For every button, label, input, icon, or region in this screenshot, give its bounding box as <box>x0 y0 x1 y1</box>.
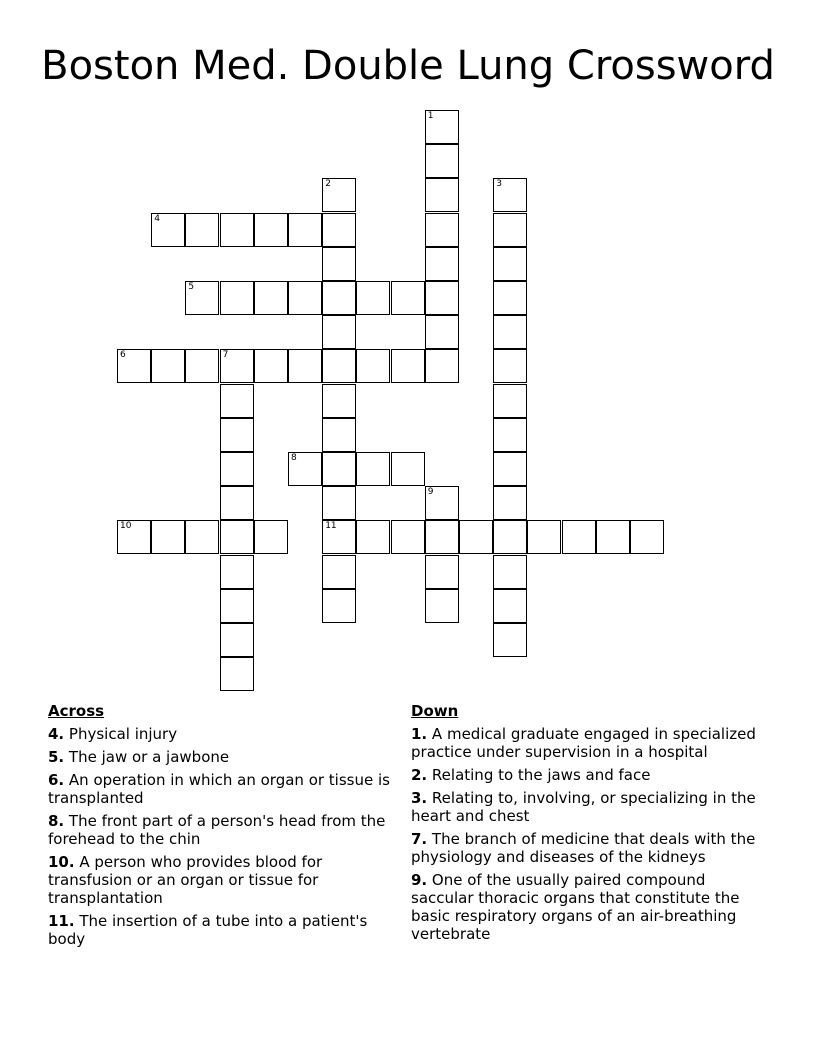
clue-down-3: 3. Relating to, involving, or specializing in the heart and chest <box>411 789 756 825</box>
crossword-cell[interactable] <box>425 589 459 623</box>
down-clues <box>411 701 771 948</box>
crossword-cell[interactable] <box>151 213 185 247</box>
crossword-cell[interactable] <box>220 589 254 623</box>
clue-number: 9 <box>427 487 434 498</box>
crossword-cell[interactable] <box>459 520 493 554</box>
crossword-cell[interactable] <box>493 178 527 212</box>
crossword-cell[interactable] <box>220 349 254 383</box>
crossword-cell[interactable] <box>425 213 459 247</box>
crossword-cell[interactable] <box>220 657 254 691</box>
crossword-cell[interactable] <box>220 486 254 520</box>
clue-down-2: 2. Relating to the jaws and face <box>411 766 651 784</box>
crossword-cell[interactable] <box>322 247 356 281</box>
crossword-cell[interactable] <box>493 555 527 589</box>
crossword-cell[interactable] <box>356 452 390 486</box>
crossword-cell[interactable] <box>493 623 527 657</box>
crossword-cell[interactable] <box>493 384 527 418</box>
crossword-cell[interactable] <box>254 213 288 247</box>
crossword-cell[interactable] <box>322 418 356 452</box>
crossword-cell[interactable] <box>425 178 459 212</box>
crossword-cell[interactable] <box>493 281 527 315</box>
crossword-cell[interactable] <box>391 520 425 554</box>
crossword-cell[interactable] <box>322 452 356 486</box>
crossword-cell[interactable] <box>425 247 459 281</box>
crossword-cell[interactable] <box>220 623 254 657</box>
crossword-cell[interactable] <box>322 281 356 315</box>
crossword-cell[interactable] <box>220 213 254 247</box>
clue-across-11: 11. The insertion of a tube into a patient's body <box>48 912 368 948</box>
crossword-cell[interactable] <box>288 349 322 383</box>
crossword-cell[interactable] <box>322 178 356 212</box>
crossword-cell[interactable] <box>151 520 185 554</box>
crossword-cell[interactable] <box>596 520 630 554</box>
crossword-cell[interactable] <box>185 281 219 315</box>
crossword-cell[interactable] <box>254 520 288 554</box>
clue-number: 6 <box>120 350 126 361</box>
clue-number: 11 <box>325 521 337 532</box>
clue-across-5: 5. The jaw or a jawbone <box>48 748 230 766</box>
clue-number: 10 <box>120 521 132 532</box>
crossword-cell[interactable] <box>493 486 527 520</box>
crossword-cell[interactable] <box>391 281 425 315</box>
crossword-cell[interactable] <box>425 486 459 520</box>
crossword-cell[interactable] <box>117 520 151 554</box>
clue-across-4: 4. Physical injury <box>48 725 178 743</box>
crossword-cell[interactable] <box>493 418 527 452</box>
across-heading: Across <box>48 702 105 720</box>
crossword-cell[interactable] <box>220 520 254 554</box>
crossword-cell[interactable] <box>220 555 254 589</box>
clue-number: 4 <box>154 213 160 224</box>
clue-number: 8 <box>291 453 297 463</box>
crossword-cell[interactable] <box>391 452 425 486</box>
crossword-cell[interactable] <box>356 281 390 315</box>
crossword-cell[interactable] <box>493 589 527 623</box>
crossword-cell[interactable] <box>493 520 527 554</box>
crossword-cell[interactable] <box>220 418 254 452</box>
clue-number: 7 <box>222 350 229 361</box>
down-heading: Down <box>411 702 459 720</box>
crossword-cell[interactable] <box>322 555 356 589</box>
clue-number: 1 <box>427 111 434 121</box>
clue-number: 2 <box>325 179 331 190</box>
crossword-cell[interactable] <box>425 315 459 349</box>
crossword-cell[interactable] <box>322 213 356 247</box>
across-clues <box>48 701 393 953</box>
clue-down-7: 7. The branch of medicine that deals with the physiology and diseases of the kidneys <box>411 830 756 866</box>
crossword-cell[interactable] <box>220 384 254 418</box>
clue-across-8: 8. The front part of a person's head from the forehead to the chin <box>48 812 386 848</box>
clue-across-10: 10. A person who provides blood for transfusion or an organ or tissue for transplantation <box>48 853 323 907</box>
crossword-cell[interactable] <box>322 486 356 520</box>
crossword-cell[interactable] <box>493 349 527 383</box>
crossword-cell[interactable] <box>288 452 322 486</box>
crossword-cell[interactable] <box>425 110 459 144</box>
clue-across-6: 6. An operation in which an organ or tissue is transplanted <box>48 771 390 807</box>
crossword-cell[interactable] <box>493 315 527 349</box>
crossword-cell[interactable] <box>185 520 219 554</box>
crossword-cell[interactable] <box>391 349 425 383</box>
crossword-cell[interactable] <box>288 213 322 247</box>
crossword-cell[interactable] <box>630 520 664 554</box>
page-title: Boston Med. Double Lung Crossword <box>41 43 775 89</box>
crossword-cell[interactable] <box>425 281 459 315</box>
crossword-cell[interactable] <box>220 452 254 486</box>
crossword-cell[interactable] <box>425 144 459 178</box>
crossword-cell[interactable] <box>356 349 390 383</box>
clue-down-1: 1. A medical graduate engaged in specialized practice under supervision in a hospital <box>411 725 756 761</box>
crossword-cell[interactable] <box>185 349 219 383</box>
crossword-cell[interactable] <box>185 213 219 247</box>
crossword-cell[interactable] <box>254 349 288 383</box>
crossword-cell[interactable] <box>322 315 356 349</box>
crossword-cell[interactable] <box>527 520 561 554</box>
crossword-cell[interactable] <box>493 213 527 247</box>
crossword-cell[interactable] <box>425 349 459 383</box>
clue-number: 3 <box>496 179 502 190</box>
crossword-cell[interactable] <box>322 589 356 623</box>
crossword-cell[interactable] <box>254 281 288 315</box>
crossword-cell[interactable] <box>562 520 596 554</box>
crossword-cell[interactable] <box>288 281 322 315</box>
crossword-cell[interactable] <box>151 349 185 383</box>
crossword-cell[interactable] <box>322 520 356 554</box>
crossword-cell[interactable] <box>493 247 527 281</box>
crossword-cell[interactable] <box>493 452 527 486</box>
crossword-cell[interactable] <box>117 349 151 383</box>
crossword-cell[interactable] <box>322 349 356 383</box>
crossword-cell[interactable] <box>425 520 459 554</box>
clue-number: 5 <box>188 282 195 292</box>
clue-down-9: 9. One of the usually paired compound saccular thoracic organs that constitute the basic respiratory organs of an air-breathing vertebrate <box>411 871 740 943</box>
crossword-cell[interactable] <box>322 384 356 418</box>
crossword-cell[interactable] <box>356 520 390 554</box>
crossword-cell[interactable] <box>220 281 254 315</box>
crossword-cell[interactable] <box>425 555 459 589</box>
